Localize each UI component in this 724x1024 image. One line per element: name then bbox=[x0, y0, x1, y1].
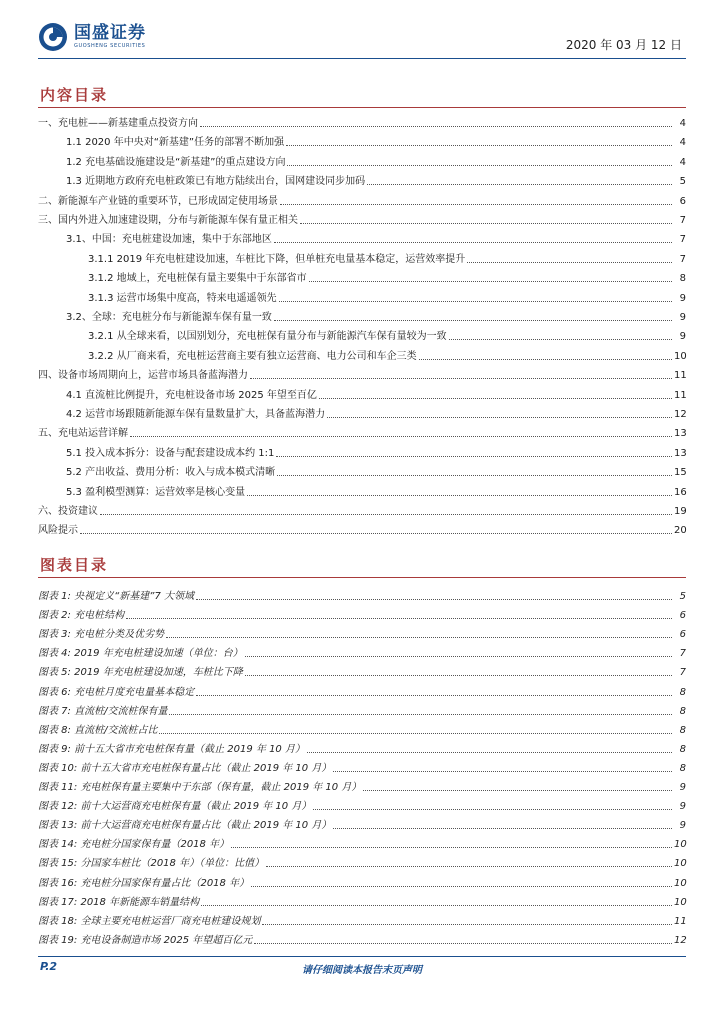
toc-entry-page: 10 bbox=[674, 839, 687, 851]
toc-entry[interactable] bbox=[66, 131, 686, 149]
toc-entry[interactable] bbox=[38, 364, 686, 382]
toc-entry[interactable] bbox=[66, 384, 686, 402]
toc-entry-label: 四、设备市场周期向上，运营市场具备蓝海潜力 bbox=[38, 370, 248, 382]
toc-entry-label: 图表 15: 分国家车桩比（2018 年）（单位：比值） bbox=[38, 858, 265, 870]
dot-leader bbox=[196, 599, 672, 600]
figures-title: 图表目录 bbox=[40, 556, 109, 574]
toc-entry-label: 一、充电桩——新基建重点投资方向 bbox=[38, 118, 198, 129]
dot-leader bbox=[419, 359, 672, 360]
figure-entry[interactable] bbox=[38, 661, 686, 679]
dot-leader bbox=[169, 714, 672, 715]
dot-leader bbox=[250, 378, 672, 379]
toc-entry-page: 10 bbox=[674, 350, 687, 362]
toc-entry-page: 4 bbox=[679, 118, 686, 129]
toc-entry-label: 3.1.3 运营市场集中度高，特来电遥遥领先 bbox=[88, 292, 277, 304]
dot-leader bbox=[251, 886, 672, 887]
toc-entry-page: 9 bbox=[679, 312, 686, 323]
toc-entry-label: 图表 19: 充电设备制造市场 2025 年望超百亿元 bbox=[38, 934, 253, 946]
toc-entry-label: 图表 17: 2018 年新能源车销量结构 bbox=[38, 896, 200, 908]
figure-entry[interactable] bbox=[38, 910, 686, 928]
dot-leader bbox=[277, 475, 672, 476]
toc-entry-page: 16 bbox=[674, 486, 687, 498]
toc-entry-page: 7 bbox=[679, 253, 686, 265]
toc-entry-page: 9 bbox=[679, 331, 686, 343]
toc-entry-label: 1.1 2020 年中央对“新基建”任务的部署不断加强 bbox=[66, 137, 285, 149]
toc-entry-label: 5.3 盈利模型测算：运营效率是核心变量 bbox=[66, 486, 246, 498]
dot-leader bbox=[245, 656, 672, 657]
toc-entry[interactable] bbox=[38, 209, 686, 227]
toc-entry[interactable] bbox=[66, 481, 686, 499]
toc-entry-page: 15 bbox=[674, 467, 687, 479]
toc-entry-label: 4.1 直流桩比例提升，充电桩设备市场 2025 年望至百亿 bbox=[66, 389, 317, 401]
toc-entry-label: 3.1.2 地域上，充电桩保有量主要集中于东部省市 bbox=[88, 273, 307, 285]
brand-name-cn: 国盛证券 bbox=[74, 23, 146, 43]
report-date: 2020 年 03 月 12 日 bbox=[565, 38, 682, 52]
brand-logo bbox=[38, 20, 146, 54]
toc-entry-label: 图表 12: 前十大运营商充电桩保有量（截止 2019 年 10 月） bbox=[38, 801, 312, 813]
toc-entry-page: 9 bbox=[679, 820, 686, 832]
dot-leader bbox=[130, 436, 672, 437]
toc-entry[interactable] bbox=[88, 248, 686, 266]
dot-leader bbox=[449, 339, 672, 340]
toc-entry-page: 11 bbox=[674, 915, 687, 927]
toc-entry-page: 7 bbox=[679, 234, 686, 246]
toc-entry[interactable] bbox=[38, 190, 686, 208]
dot-leader bbox=[274, 320, 672, 321]
dot-leader bbox=[307, 752, 672, 753]
contents-title-divider bbox=[38, 107, 686, 108]
dot-leader bbox=[309, 281, 672, 282]
toc-entry[interactable] bbox=[66, 170, 686, 188]
toc-entry[interactable] bbox=[38, 112, 686, 130]
toc-entry-label: 三、国内外进入加速建设期，分布与新能源车保有量正相关 bbox=[38, 215, 298, 226]
toc-entry-page: 10 bbox=[674, 858, 687, 870]
toc-entry[interactable] bbox=[88, 345, 686, 363]
toc-entry-label: 3.2、全球：充电桩分布与新能源车保有量一致 bbox=[66, 312, 272, 323]
toc-entry-page: 20 bbox=[674, 525, 687, 537]
toc-entry-page: 8 bbox=[679, 686, 686, 698]
toc-entry-page: 8 bbox=[679, 273, 686, 285]
toc-entry-page: 7 bbox=[679, 648, 686, 660]
figure-entry[interactable] bbox=[38, 814, 686, 832]
dot-leader bbox=[300, 223, 672, 224]
toc-entry-label: 图表 7: 直流桩/交流桩保有量 bbox=[38, 705, 168, 717]
dot-leader bbox=[467, 262, 672, 263]
toc-entry-label: 3.2.2 从厂商来看，充电桩运营商主要有独立运营商、电力公司和车企三类 bbox=[88, 350, 417, 362]
toc-entry-label: 图表 14: 充电桩分国家保有量（2018 年） bbox=[38, 839, 230, 851]
toc-entry-label: 图表 4: 2019 年充电桩建设加速（单位：台） bbox=[38, 648, 243, 660]
contents-title: 内容目录 bbox=[40, 86, 109, 104]
toc-entry-label: 3.2.1 从全球来看，以国别划分，充电桩保有量分布与新能源汽车保有量较为一致 bbox=[88, 331, 447, 343]
dot-leader bbox=[333, 771, 672, 772]
toc-entry-page: 19 bbox=[674, 506, 687, 517]
figure-entry[interactable] bbox=[38, 757, 686, 775]
figure-entry[interactable] bbox=[38, 623, 686, 641]
toc-entry-page: 13 bbox=[674, 447, 687, 459]
figure-entry[interactable] bbox=[38, 852, 686, 870]
toc-entry-label: 二、新能源车产业链的重要环节，已形成固定使用场景 bbox=[38, 195, 278, 207]
dot-leader bbox=[254, 943, 672, 944]
dot-leader bbox=[319, 398, 672, 399]
toc-entry-page: 9 bbox=[679, 292, 686, 304]
dot-leader bbox=[280, 204, 672, 205]
toc-entry-label: 图表 2: 充电桩结构 bbox=[38, 610, 125, 622]
toc-entry-label: 风险提示 bbox=[38, 525, 78, 537]
toc-entry-page: 4 bbox=[679, 156, 686, 168]
figure-entry[interactable] bbox=[38, 642, 686, 660]
toc-entry-page: 5 bbox=[679, 591, 686, 602]
toc-entry-page: 13 bbox=[674, 428, 687, 440]
dot-leader bbox=[327, 417, 672, 418]
guosheng-logo-icon bbox=[38, 22, 68, 52]
toc-entry-label: 图表 9: 前十五大省市充电桩保有量（截止 2019 年 10 月） bbox=[38, 743, 305, 755]
toc-entry[interactable] bbox=[88, 267, 686, 285]
toc-entry[interactable] bbox=[88, 325, 686, 343]
footer-divider bbox=[38, 956, 686, 957]
toc-entry-label: 图表 5: 2019 年充电桩建设加速，车桩比下降 bbox=[38, 667, 243, 679]
toc-entry-page: 7 bbox=[679, 215, 686, 226]
toc-entry-page: 4 bbox=[679, 137, 686, 149]
toc-entry[interactable] bbox=[38, 519, 686, 537]
dot-leader bbox=[287, 165, 672, 166]
dot-leader bbox=[363, 790, 672, 791]
figure-entry[interactable] bbox=[38, 795, 686, 813]
toc-entry-label: 5.1 投入成本拆分：设备与配套建设成本约 1:1 bbox=[66, 447, 275, 459]
dot-leader bbox=[266, 866, 672, 867]
figure-entry[interactable] bbox=[38, 681, 686, 699]
toc-entry-page: 9 bbox=[679, 782, 686, 793]
toc-entry-label: 图表 10: 前十五大省市充电桩保有量占比（截止 2019 年 10 月） bbox=[38, 762, 332, 774]
toc-entry-label: 图表 6: 充电桩月度充电量基本稳定 bbox=[38, 686, 195, 698]
toc-entry-page: 6 bbox=[679, 629, 686, 641]
dot-leader bbox=[159, 733, 672, 734]
toc-entry[interactable] bbox=[66, 306, 686, 324]
figure-entry[interactable] bbox=[38, 872, 686, 890]
toc-entry-label: 3.1.1 2019 年充电桩建设加速，车桩比下降，但单桩充电量基本稳定，运营效率提升 bbox=[88, 253, 466, 265]
toc-entry-page: 8 bbox=[679, 762, 686, 774]
figure-entry[interactable] bbox=[38, 604, 686, 622]
page-header bbox=[38, 18, 686, 58]
dot-leader bbox=[313, 809, 672, 810]
dot-leader bbox=[201, 905, 672, 906]
figures-title-divider bbox=[38, 577, 686, 578]
disclaimer-note: 请仔细阅读本报告末页声明 bbox=[302, 965, 422, 976]
toc-entry[interactable] bbox=[38, 422, 686, 440]
toc-entry[interactable] bbox=[66, 442, 686, 460]
toc-entry-page: 8 bbox=[679, 705, 686, 717]
toc-entry-page: 8 bbox=[679, 724, 686, 736]
figure-entry[interactable] bbox=[38, 833, 686, 851]
toc-entry[interactable] bbox=[66, 461, 686, 479]
toc-entry[interactable] bbox=[88, 287, 686, 305]
toc-entry-label: 图表 16: 充电桩分国家保有量占比（2018 年） bbox=[38, 877, 250, 889]
page-number: P.2 bbox=[40, 960, 58, 973]
toc-entry-page: 5 bbox=[679, 176, 686, 188]
dot-leader bbox=[245, 675, 672, 676]
dot-leader bbox=[166, 637, 672, 638]
toc-entry-label: 4.2 运营市场跟随新能源车保有量数量扩大，具备蓝海潜力 bbox=[66, 409, 326, 420]
header-divider bbox=[38, 58, 686, 59]
toc-entry-page: 11 bbox=[674, 370, 687, 382]
dot-leader bbox=[286, 145, 672, 146]
toc-entry-label: 五、充电站运营详解 bbox=[38, 428, 128, 440]
toc-entry[interactable] bbox=[66, 151, 686, 169]
dot-leader bbox=[262, 924, 672, 925]
toc-entry-label: 图表 13: 前十大运营商充电桩保有量占比（截止 2019 年 10 月） bbox=[38, 820, 332, 832]
toc-entry-page: 7 bbox=[679, 667, 686, 679]
dot-leader bbox=[231, 847, 672, 848]
dot-leader bbox=[126, 618, 672, 619]
dot-leader bbox=[333, 828, 672, 829]
dot-leader bbox=[100, 514, 672, 515]
toc-entry-label: 图表 3: 充电桩分类及优劣势 bbox=[38, 629, 165, 641]
toc-entry-page: 8 bbox=[679, 743, 686, 755]
dot-leader bbox=[367, 184, 672, 185]
toc-entry-label: 图表 18: 全球主要充电桩运营厂商充电桩建设规划 bbox=[38, 915, 261, 927]
figure-entry[interactable] bbox=[38, 719, 686, 737]
figure-entry[interactable] bbox=[38, 891, 686, 909]
figure-entry[interactable] bbox=[38, 738, 686, 756]
toc-entry-label: 图表 1: 央视定义“新基建”7 大领域 bbox=[38, 591, 194, 602]
toc-entry-label: 3.1、中国：充电桩建设加速，集中于东部地区 bbox=[66, 234, 272, 246]
toc-entry-page: 6 bbox=[679, 610, 686, 622]
toc-entry-label: 图表 11: 充电桩保有量主要集中于东部（保有量，截止 2019 年 10 月） bbox=[38, 782, 362, 793]
toc-entry-label: 1.2 充电基础设施建设是“新基建”的重点建设方向 bbox=[66, 156, 286, 168]
toc-entry-label: 图表 8: 直流桩/交流桩占比 bbox=[38, 724, 158, 736]
figure-entry[interactable] bbox=[38, 776, 686, 794]
figure-entry[interactable] bbox=[38, 585, 686, 603]
toc-entry-label: 5.2 产出收益、费用分析：收入与成本模式清晰 bbox=[66, 467, 276, 479]
brand-name-en: GUOSHENG SECURITIES bbox=[74, 43, 146, 49]
toc-entry-page: 10 bbox=[674, 896, 687, 908]
toc-entry-page: 10 bbox=[674, 877, 687, 889]
toc-entry-page: 9 bbox=[679, 801, 686, 813]
toc-entry[interactable] bbox=[66, 403, 686, 421]
toc-entry-page: 12 bbox=[674, 934, 687, 946]
toc-entry[interactable] bbox=[66, 228, 686, 246]
figure-entry[interactable] bbox=[38, 929, 686, 947]
toc-entry-label: 六、投资建议 bbox=[38, 506, 98, 517]
dot-leader bbox=[196, 695, 672, 696]
toc-entry-page: 6 bbox=[679, 195, 686, 207]
toc-entry[interactable] bbox=[38, 500, 686, 518]
dot-leader bbox=[279, 301, 672, 302]
dot-leader bbox=[247, 495, 672, 496]
dot-leader bbox=[276, 456, 672, 457]
dot-leader bbox=[200, 126, 672, 127]
toc-entry-label: 1.3 近期地方政府充电桩政策已有地方陆续出台，国网建设同步加码 bbox=[66, 176, 366, 188]
toc-entry-page: 11 bbox=[674, 389, 687, 401]
figure-entry[interactable] bbox=[38, 700, 686, 718]
dot-leader bbox=[80, 533, 672, 534]
toc-entry-page: 12 bbox=[674, 409, 687, 420]
dot-leader bbox=[274, 242, 672, 243]
